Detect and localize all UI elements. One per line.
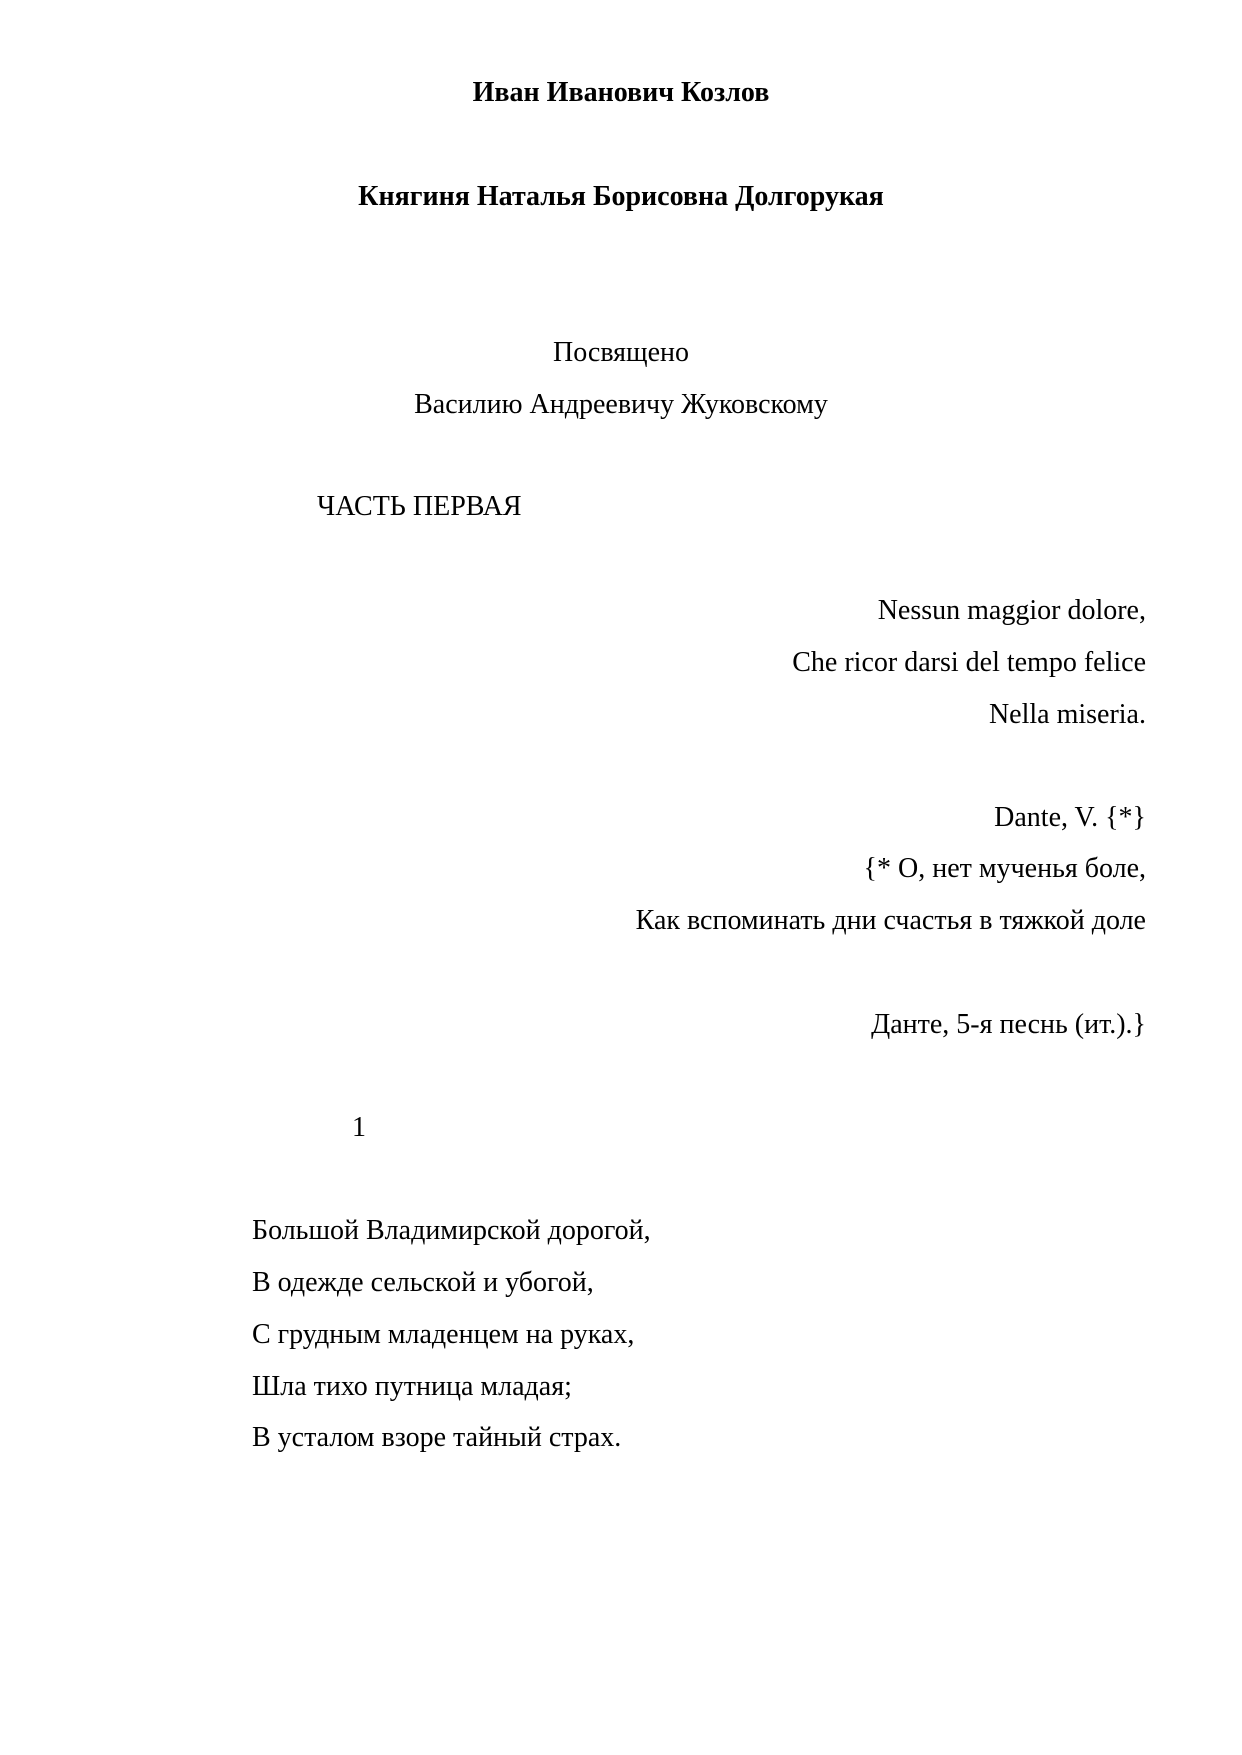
stanza-line: Большой Владимирской дорогой, [252,1215,651,1246]
dedication-line-2: Василию Андреевичу Жуковскому [414,389,828,420]
footnote-translation-line: {* О, нет мученья боле, [863,853,1146,884]
epigraph-line: Nessun maggior dolore, [877,595,1146,626]
poem-title: Княгиня Наталья Борисовна Долгорукая [358,181,884,212]
dedication-line-1: Посвящено [552,337,690,368]
stanza-line: В одежде сельской и убогой, [252,1267,594,1298]
epigraph-line: Nella miseria. [988,699,1146,730]
stanza-line: С грудным младенцем на руках, [252,1319,635,1350]
stanza-line: Шла тихо путница младая; [252,1371,572,1402]
footnote-translation-line: Как вспоминать дни счастья в тяжкой доле [635,905,1146,936]
stanza-line: В усталом взоре тайный страх. [252,1422,622,1453]
section-number: 1 [352,1112,366,1143]
epigraph-attribution: Dante, V. {*} [994,802,1146,833]
part-heading: ЧАСТЬ ПЕРВАЯ [317,491,522,522]
footnote-translation-attribution: Данте, 5-я песнь (ит.).} [871,1009,1146,1040]
author-name: Иван Иванович Козлов [472,77,770,108]
epigraph-line: Che ricor darsi del tempo felice [792,647,1146,678]
